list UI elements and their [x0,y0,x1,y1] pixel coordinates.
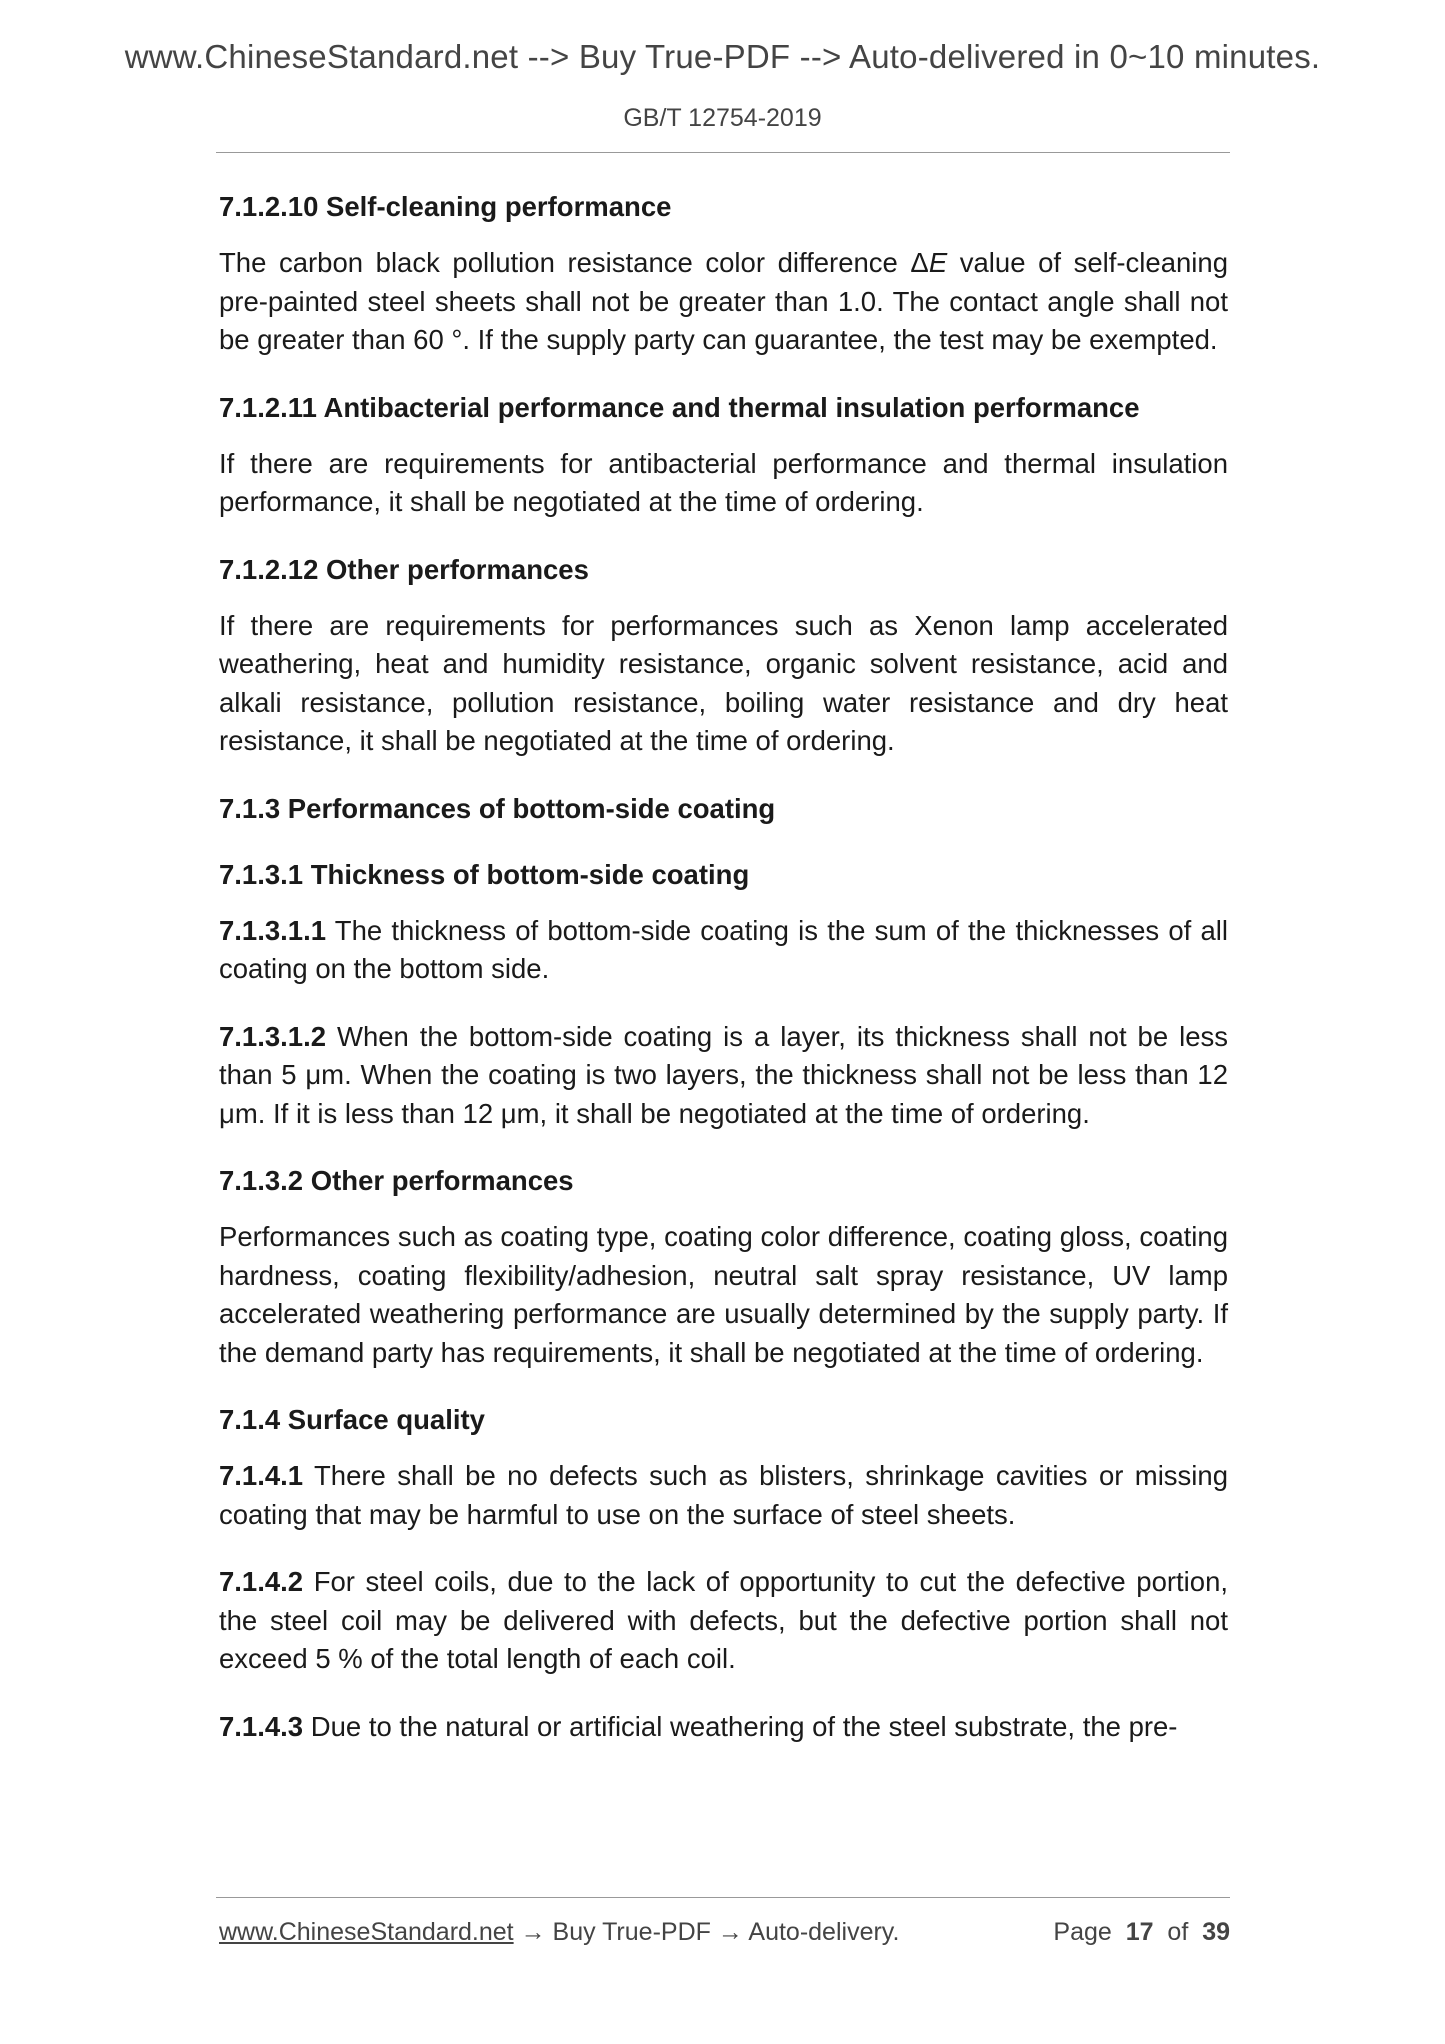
heading-7-1-2-12: 7.1.2.12 Other performances [219,553,589,585]
page-label: Page [1053,1918,1112,1946]
paragraph-7-1-2-12: If there are requirements for performances such as Xenon lamp accelerated weathering, heat and humidity resistance, organic solvent resistance, acid and alkali resistance, pollution resistance, boiling water resistance and dry heat resistance, it shall be negotiated at the time of ordering. [219,609,1228,756]
paragraph-text: The carbon black pollution resistance color difference Δ [219,247,929,278]
paragraph-7-1-3-1-1 [219,912,1228,989]
page-footer [219,1918,1230,1947]
heading-7-1-3-2: 7.1.3.2 Other performances [219,1165,574,1196]
clause-number: 7.1.4.3 [219,1710,304,1742]
paragraph-text: Due to the natural or artificial weathering of the steel substrate, the pre- [303,1710,1178,1742]
paragraph-7-1-2-10 [219,244,1228,360]
paragraph-text: The thickness of bottom-side coating is the sum of the thicknesses of all coating on the bottom side. [219,914,1228,984]
document-body [219,178,1228,1775]
clause-number: 7.1.4.2 [219,1566,304,1597]
footer-link[interactable]: www.ChineseStandard.net [219,1918,514,1946]
page-number [1053,1918,1230,1947]
paragraph-7-1-4-1 [219,1457,1228,1534]
heading-7-1-3: 7.1.3 Performances of bottom-side coating [219,792,776,824]
heading-7-1-2-10: 7.1.2.10 Self-cleaning performance [219,191,672,222]
page-of: of [1167,1918,1189,1946]
footer-divider [216,1897,1230,1898]
heading-7-1-3-1: 7.1.3.1 Thickness of bottom-side coating [219,858,750,890]
footer-text: → Buy True-PDF → Auto-delivery. [513,1918,900,1946]
header-divider [216,152,1230,153]
clause-number: 7.1.4.1 [219,1460,304,1491]
clause-number: 7.1.3.1.1 [219,914,327,946]
heading-7-1-2-11: 7.1.2.11 Antibacterial performance and thermal insulation performance [219,391,1140,423]
paragraph-text: There shall be no defects such as blisters, shrinkage cavities or missing coating that may be harmful to use on the surface of steel sheets. [219,1460,1228,1530]
clause-number: 7.1.3.1.2 [219,1020,327,1052]
paragraph-text: When the bottom-side coating is a layer, its thickness shall not be less than 5 μm. When the coating is two layers, the thickness shall not be less than 12 μm. If it is less than 12 μm, it shall be negotiated at the time of ordering. [219,1020,1228,1129]
paragraph-text: value of self-cleaning pre-painted steel sheets shall not be greater than 1.0. The contact angle shall not be greater than 60 °. If the supply party can guarantee, the test may be exempted. [219,247,1228,355]
heading-7-1-4: 7.1.4 Surface quality [219,1404,485,1435]
paragraph-7-1-3-2: Performances such as coating type, coating color difference, coating gloss, coating hardness, coating flexibility/adhesion, neutral salt spray resistance, UV lamp accelerated weathering performance are usually determined by the supply party. If the demand party has requirements, it shall be negotiated at the time of ordering. [219,1221,1228,1368]
standard-code: GB/T 12754-2019 [623,104,822,132]
top-banner: www.ChineseStandard.net --> Buy True-PDF --> Auto-delivered in 0~10 minutes. [124,38,1321,75]
page-total: 39 [1202,1918,1230,1946]
paragraph-7-1-3-1-2 [219,1018,1228,1134]
page-current: 17 [1125,1918,1154,1946]
paragraph-7-1-2-11: If there are requirements for antibacterial performance and thermal insulation performance, it shall be negotiated at the time of ordering. [219,447,1228,517]
delta-e-symbol: E [928,247,948,278]
paragraph-text: For steel coils, due to the lack of opportunity to cut the defective portion, the steel coil may be delivered with defects, but the defective portion shall not exceed 5 % of the total length of each coil. [219,1566,1228,1674]
paragraph-7-1-4-2 [219,1563,1228,1679]
paragraph-7-1-4-3 [219,1708,1228,1747]
